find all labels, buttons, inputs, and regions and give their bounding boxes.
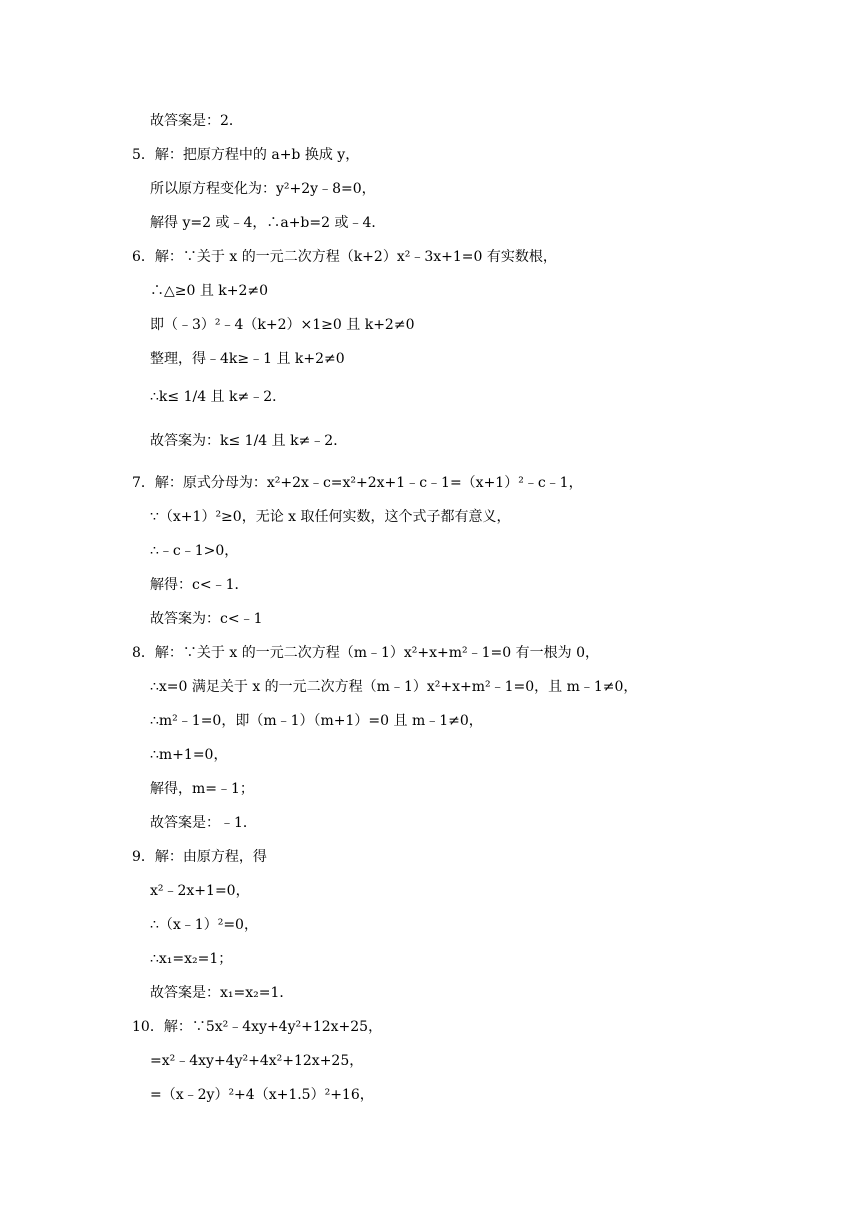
text-line: 故答案是：x₁=x₂=1． — [150, 985, 294, 1001]
text-line: =（x﹣2y）²+4（x+1.5）²+16， — [150, 1087, 374, 1103]
text-line: ∴x=0 满足关于 x 的一元二次方程（m﹣1）x²+x+m²﹣1=0，且 m﹣1≠0， — [150, 679, 638, 695]
text-line: 故答案是：2． — [150, 113, 243, 129]
text-line: 5．解：把原方程中的 a+b 换成 y， — [132, 147, 360, 163]
text-line: 故答案是：﹣1． — [150, 815, 257, 831]
text-line: 7．解：原式分母为：x²+2x﹣c=x²+2x+1﹣c﹣1=（x+1）²﹣c﹣1， — [132, 475, 583, 491]
text-line: 所以原方程变化为：y²+2y﹣8=0， — [150, 181, 376, 197]
text-line: ∵（x+1）²≥0，无论 x 取任何实数，这个式子都有意义， — [150, 509, 511, 525]
text-line: ∴（x﹣1）²=0， — [150, 917, 258, 933]
text-line: 9．解：由原方程，得 — [132, 849, 267, 865]
text-line: x²﹣2x+1=0， — [150, 883, 250, 899]
text-line: 解得：c<﹣1． — [150, 577, 249, 593]
text-line: 解得，m=﹣1； — [150, 781, 254, 797]
text-line: 故答案为：c<﹣1 — [150, 611, 263, 627]
text-line: 整理，得﹣4k≥﹣1 且 k+2≠0 — [150, 351, 345, 367]
text-line: 故答案为：k≤ 1/4 且 k≠﹣2． — [150, 433, 348, 449]
text-line: ∴x₁=x₂=1； — [150, 951, 233, 967]
text-line: =x²﹣4xy+4y²+4x²+12x+25， — [150, 1053, 364, 1069]
text-line: ∴k≤ 1/4 且 k≠﹣2． — [150, 389, 287, 405]
text-line: ∴﹣c﹣1>0， — [150, 543, 239, 559]
text-line: 解得 y=2 或﹣4，∴a+b=2 或﹣4． — [150, 215, 386, 231]
text-line: ∴△≥0 且 k+2≠0 — [150, 283, 269, 299]
text-line: ∴m+1=0， — [150, 747, 228, 763]
text-line: 8．解：∵关于 x 的一元二次方程（m﹣1）x²+x+m²﹣1=0 有一根为 0， — [132, 645, 599, 661]
text-line: 即（﹣3）²﹣4（k+2）×1≥0 且 k+2≠0 — [150, 317, 415, 333]
text-line: 6．解：∵关于 x 的一元二次方程（k+2）x²﹣3x+1=0 有实数根， — [132, 249, 557, 265]
text-line: 10．解：∵5x²﹣4xy+4y²+12x+25， — [132, 1019, 383, 1035]
text-line: ∴m²﹣1=0，即（m﹣1）（m+1）=0 且 m﹣1≠0， — [150, 713, 483, 729]
